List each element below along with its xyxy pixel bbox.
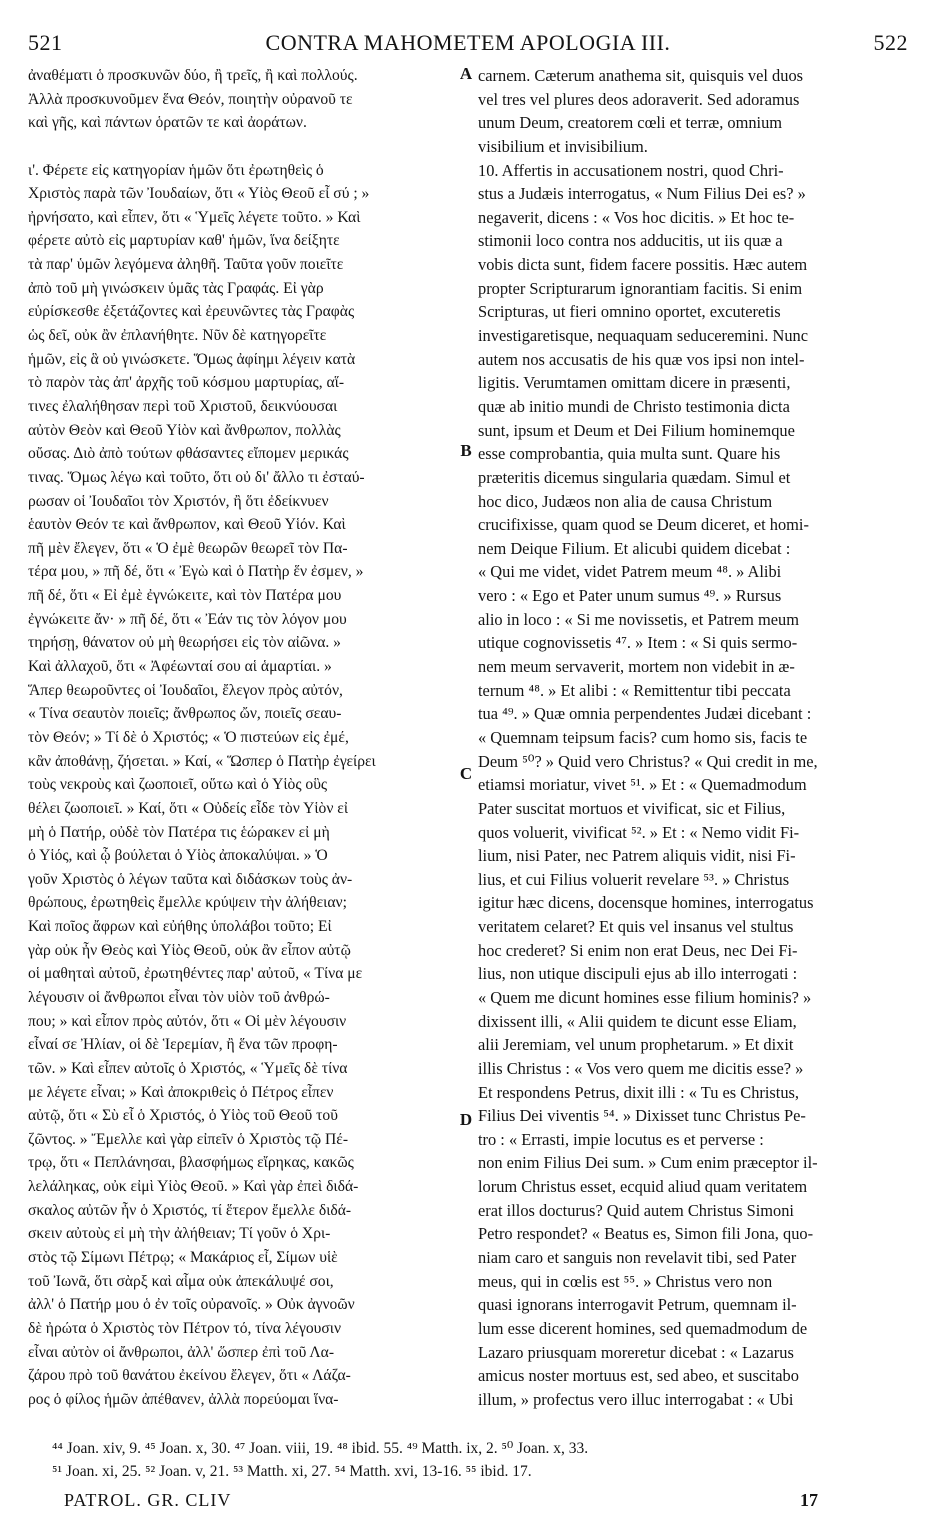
text-line: quasi ignorans interrogavit Petrum, quemnam il- — [478, 1295, 797, 1315]
text-line: τοῦ Ἰωνᾶ, ὅτι σὰρξ καὶ αἷμα οὐκ ἀπεκάλυψέ σοι, — [28, 1272, 334, 1290]
text-line: εἶναί σε Ἠλίαν, οἱ δὲ Ἱερεμίαν, ἢ ἕνα τῶν προφη- — [28, 1036, 338, 1054]
text-line: lius, non utique discipuli ejus ab illo interrogati : — [478, 964, 798, 984]
text-line: κἂν ἀποθάνῃ, ζήσεται. » Καί, « Ὥσπερ ὁ Πατὴρ ἐγείρει — [28, 752, 376, 770]
text-line: « Quemnam teipsum facis? cum homo sis, facis te — [478, 727, 808, 747]
page-number-left: 521 — [28, 30, 63, 55]
margin-marker-b: B — [460, 441, 472, 460]
text-line: γοῦν Χριστὸς ὁ λέγων ταῦτα καὶ διδάσκων τοὺς ἀν- — [28, 870, 353, 888]
text-line — [28, 135, 468, 159]
text-line: φέρετε αὐτὸ εἰς μαρτυρίαν καθ' ἡμῶν, ἵνα δείξητε — [28, 232, 340, 250]
text-line: lum esse dicerent homines, sed quemadmodum de — [478, 1318, 808, 1338]
text-line: θέλει ζωοποιεῖ. » Καί, ὅτι « Οὐδείς εἶδε τὸν Υἱὸν εἰ — [28, 799, 349, 817]
text-line: με λέγετε εἶναι; » Καὶ ἀποκριθεὶς ὁ Πέτρος εἶπεν — [28, 1083, 334, 1101]
text-line: igitur hæc dicens, docensque homines, interrogatus — [478, 893, 814, 913]
text-line: οἱ μαθηταὶ αὐτοῦ, ἐρωτηθέντες παρ' αὐτοῦ, « Τίνα με — [28, 965, 363, 983]
text-line: stus a Judæis interrogatus, « Num Filius Dei es? » — [478, 184, 806, 204]
text-line: ἠρνήσατο, καὶ εἶπεν, ὅτι « Ὑμεῖς λέγετε τοῦτο. » Καὶ — [28, 208, 361, 226]
text-line: utique cognovissetis ⁴⁷. » Item : « Si quis sermo- — [478, 633, 798, 653]
text-line: non enim Filius Dei sum. » Cum enim præceptor il- — [478, 1153, 818, 1173]
text-line: nem Deique Filium. Et alicubi quidem dicebat : — [478, 538, 791, 558]
text-line: τινας. Ὅμως λέγω καὶ τοῦτο, ὅτι οὐ δι' ἄλλο τι ἐσταύ- — [28, 468, 365, 486]
text-line: Filius Dei viventis ⁵⁴. » Dixisset tunc Christus Pe- — [478, 1106, 806, 1126]
text-line: « Quem me dicunt homines esse filium hominis? » — [478, 987, 812, 1007]
text-line: σκειν αὐτοὺς εἰ μὴ τὴν ἀλήθειαν; Τί γοῦν ὁ Χρι- — [28, 1225, 331, 1243]
text-line: erat illos docturus? Quid autem Christus Simoni — [478, 1200, 794, 1220]
text-line: sunt, ipsum et Deum et Dei Filium hominemque — [478, 420, 795, 440]
text-line: ἡμῶν, εἰς ἃ οὐ γινώσκετε. Ὅμως ἀφίημι λέγειν κατὰ — [28, 350, 356, 368]
text-line: tro : « Errasti, impie locutus es et perverse : — [478, 1129, 764, 1149]
text-line: stimonii loco contra nos adducitis, ut iis quæ a — [478, 231, 783, 251]
text-line: quæ ab initio mundi de Christo testimonia dicta — [478, 396, 790, 416]
text-line: τινες ἐλαλήθησαν περὶ τοῦ Χριστοῦ, δεικνύουσαι — [28, 397, 338, 415]
text-line: meus, qui in cœlis est ⁵⁵. » Christus vero non — [478, 1271, 773, 1291]
text-line: « Qui me videt, videt Patrem meum ⁴⁸. » Alibi — [478, 562, 782, 582]
text-line: Χριστὸς παρὰ τῶν Ἰουδαίων, ὅτι « Υἱὸς Θεοῦ εἶ σύ ; » — [28, 185, 370, 203]
text-line: τὰ παρ' ὑμῶν λεγόμενα ἀληθῆ. Ταῦτα γοῦν ποιεῖτε — [28, 256, 344, 274]
text-line: Et respondens Petrus, dixit illi : « Tu es Christus, — [478, 1082, 800, 1102]
text-line: vero : « Ego et Pater unum sumus ⁴⁹. » Rursus — [478, 586, 782, 606]
text-line: esse comprobantia, quia multa sunt. Quare his — [478, 444, 781, 464]
text-line: 10. Affertis in accusationem nostri, quod Chri- — [478, 160, 784, 180]
text-line: præteritis dicemus singularia quædam. Simul et — [478, 467, 791, 487]
text-line: αὐτὸν Θεὸν καὶ Θεοῦ Υἱὸν καὶ ἄνθρωπον, πολλὰς — [28, 421, 341, 439]
text-line: αὐτῷ, ὅτι « Σὺ εἶ ὁ Χριστός, ὁ Υἱὸς τοῦ Θεοῦ τοῦ — [28, 1107, 338, 1125]
running-header — [28, 30, 908, 64]
text-line: δὲ ἠρώτα ὁ Χριστὸς τὸν Πέτρον τό, τίνα λέγουσιν — [28, 1319, 342, 1337]
page-number-right: 522 — [873, 30, 908, 55]
printer-signature: PATROL. GR. CLIV — [64, 1490, 232, 1510]
text-line: που; » καὶ εἶπον πρὸς αὐτόν, ὅτι « Οἱ μὲν λέγουσιν — [28, 1012, 347, 1030]
text-line: Ἀλλὰ προσκυνοῦμεν ἕνα Θεόν, ποιητὴν οὐρανοῦ τε — [28, 90, 353, 108]
text-line: hoc crederet? Si enim non erat Deus, nec Dei Fi- — [478, 940, 798, 960]
text-line: πῆ μὲν ἔλεγεν, ὅτι « Ὁ ἐμὲ θεωρῶν θεωρεῖ τὸν Πα- — [28, 539, 348, 557]
text-line: ζῶντος. » Ἔμελλε καὶ γὰρ εἰπεῖν ὁ Χριστὸς τῷ Πέ- — [28, 1130, 349, 1148]
text-line: amicus noster mortuus est, sed abeo, et suscitabo — [478, 1366, 799, 1386]
text-line: Ἅπερ θεωροῦντες οἱ Ἰουδαῖοι, ἔλεγον πρὸς αὐτόν, — [28, 681, 343, 699]
footnotes — [52, 1437, 912, 1483]
sheet-number: 17 — [800, 1490, 818, 1510]
greek-column — [28, 64, 468, 1412]
text-line: visibilium et invisibilium. — [478, 136, 648, 156]
text-line: Deum ⁵⁰? » Quid vero Christus? « Qui credit in me, — [478, 751, 818, 771]
text-line: ἀλλ' ὁ Πατήρ μου ὁ ἐν τοῖς οὐρανοῖς. » Οὐκ ἀγνοῶν — [28, 1296, 355, 1314]
text-line: propter Scripturarum ignorantiam facitis. Si enim — [478, 278, 803, 298]
margin-marker-d: D — [459, 1110, 473, 1129]
text-line: « Τίνα σεαυτὸν ποιεῖς; ἄνθρωπος ὤν, ποιεῖς σεαυ- — [28, 705, 342, 723]
footnote-line: ⁵¹ Joan. xi, 25. ⁵² Joan. v, 21. ⁵³ Matth. xi, 27. ⁵⁴ Matth. xvi, 13-16. ⁵⁵ ibid. 17. — [52, 1463, 532, 1480]
text-line: μὴ ὁ Πατήρ, οὐδὲ τὸν Πατέρα τις ἑώρακεν εἰ μὴ — [28, 823, 330, 841]
text-line: στὸς τῷ Σίμωνι Πέτρῳ; « Μακάριος εἶ, Σίμων υἱὲ — [28, 1249, 338, 1267]
text-line: λέγουσιν οἱ ἄνθρωποι εἶναι τὸν υἱὸν τοῦ ἀνθρώ- — [28, 988, 330, 1006]
text-line: Petro respondet? « Beatus es, Simon fili Jona, quo- — [478, 1224, 814, 1244]
text-line: τηρήσῃ, θάνατον οὐ μὴ θεωρήσει εἰς τὸν αἰῶνα. » — [28, 634, 341, 652]
text-line: vel tres vel plures deos adoraverit. Sed adoramus — [478, 89, 800, 109]
text-line: dixissent illi, « Alii quidem te dicunt esse Eliam, — [478, 1011, 797, 1031]
latin-column — [478, 64, 896, 1412]
text-line: θρώπους, ἐρωτηθεὶς ἔμελλε κρύψειν τὴν ἀλήθειαν; — [28, 894, 347, 912]
text-line: ζάρου πρὸ τοῦ θανάτου ἐκείνου ἔλεγεν, ὅτι « Λάζα- — [28, 1367, 351, 1385]
text-line: ἀναθέματι ὁ προσκυνῶν δύο, ἢ τρεῖς, ἢ καὶ πολλούς. — [28, 67, 358, 84]
text-line: τῶν. » Καὶ εἶπεν αὐτοῖς ὁ Χριστός, « Ὑμεῖς δὲ τίνα — [28, 1059, 348, 1077]
text-line: illum, » profectus vero illuc interrogabat : « Ubi — [478, 1389, 794, 1409]
text-line: Lazaro priusquam moreretur dicebat : « Lazarus — [478, 1342, 794, 1362]
text-line: veritatem celaret? Et quis vel insanus vel stultus — [478, 917, 794, 937]
footnote-line: ⁴⁴ Joan. xiv, 9. ⁴⁵ Joan. x, 30. ⁴⁷ Joan. viii, 19. ⁴⁸ ibid. 55. ⁴⁹ Matth. ix, 2. ⁵⁰ Joan. x, 33. — [52, 1440, 589, 1457]
text-line: ternum ⁴⁸. » Et alibi : « Remittentur tibi peccata — [478, 680, 791, 700]
text-line: εὑρίσκεσθε ἐξετάζοντες καὶ ἐρευνῶντες τὰς Γραφὰς — [28, 303, 355, 321]
text-line: tua ⁴⁹. » Quæ omnia perpendentes Judæi dicebant : — [478, 704, 812, 724]
text-line: crucifixisse, quam quod se Deum diceret, et homi- — [478, 515, 809, 535]
margin-marker-c: C — [459, 764, 473, 783]
text-line: ρος ὁ φίλος ἡμῶν ἀπέθανεν, ἀλλὰ πορεύομαι ἵνα- — [28, 1390, 339, 1408]
text-line: τὸ παρὸν τὰς ἀπ' ἀρχῆς τοῦ κόσμου μαρτυρίας, αἵ- — [28, 374, 345, 392]
margin-marker-a: A — [459, 64, 473, 83]
text-line: εἶναι αὐτὸν οἱ ἄνθρωποι, ἀλλ' ὥσπερ ἐπὶ τοῦ Λα- — [28, 1343, 335, 1361]
text-line: Pater suscitat mortuos et vivificat, sic et Filius, — [478, 798, 786, 818]
text-line: lium, nisi Pater, nec Patrem aliquis vidit, nisi Fi- — [478, 846, 796, 866]
text-line: ι'. Φέρετε εἰς κατηγορίαν ἡμῶν ὅτι ἐρωτηθεὶς ὁ — [28, 161, 324, 179]
text-line: lorum Christus esset, ecquid aliud quam veritatem — [478, 1177, 808, 1197]
text-line: alio in loco : « Si me novissetis, et Patrem meum — [478, 609, 799, 629]
text-line: πῆ δέ, ὅτι « Εἰ ἐμὲ ἐγνώκειτε, καὶ τὸν Πατέρα μου — [28, 587, 342, 605]
text-line: τρῳ, ὅτι « Πεπλάνησαι, βλασφήμως εἴρηκας, κακῶς — [28, 1154, 354, 1172]
text-line: ὁ Υἱός, καὶ ᾧ βούλεται ὁ Υἱὸς ἀποκαλύψαι. » Ὁ — [28, 847, 328, 865]
text-line: Καὶ ἀλλαχοῦ, ὅτι « Ἀφέωνταί σου αἱ ἁμαρτίαι. » — [28, 658, 332, 676]
running-title: CONTRA MAHOMETEM APOLOGIA III. — [265, 30, 671, 55]
text-line: negaverit, dicens : « Vos hoc dicitis. » Et hoc te- — [478, 207, 795, 227]
text-line: τὸν Θεόν; » Τί δὲ ὁ Χριστός; « Ὁ πιστεύων εἰς ἐμέ, — [28, 728, 349, 746]
text-line: τέρα μου, » πῆ δέ, ὅτι « Ἐγὼ καὶ ὁ Πατὴρ ἕν ἐσμεν, » — [28, 563, 364, 581]
text-line: γὰρ οὐκ ἦν Θεὸς καὶ Υἱὸς Θεοῦ, οὐκ ἂν εἶπον αὐτῷ — [28, 941, 351, 959]
text-line: alii Jeremiam, vel unum prophetarum. » Et dixit — [478, 1035, 794, 1055]
text-line: ἑαυτὸν Θεόν τε καὶ ἄνθρωπον, καὶ Θεοῦ Υἱόν. Καὶ — [28, 516, 346, 534]
text-line: ἀπὸ τοῦ μὴ γινώσκειν ὑμᾶς τὰς Γραφάς. Εἰ γὰρ — [28, 279, 324, 297]
text-line: οὔσας. Διὸ ἀπὸ τούτων φθάσαντες εἴπομεν μερικάς — [28, 445, 349, 463]
text-line: σκαλος αὐτῶν ἦν ὁ Χριστός, τί ἕτερον ἔμελλε διδά- — [28, 1201, 352, 1219]
text-line: ligitis. Verumtamen omittam dicere in præsenti, — [478, 373, 791, 393]
text-line: Scripturas, ut fieri omnino oportet, excuteretis — [478, 302, 781, 322]
text-line: nem meum servaverit, mortem non videbit in æ- — [478, 657, 795, 677]
text-line: autem nos accusatis de his quæ vos ipsi non intel- — [478, 349, 805, 369]
text-line: etiamsi moriatur, vivet ⁵¹. » Et : « Quemadmodum — [478, 775, 807, 795]
text-line: niam caro et sanguis non revelavit tibi, sed Pater — [478, 1248, 797, 1268]
text-line: καὶ γῆς, καὶ πάντων ὁρατῶν τε καὶ ἀοράτων. — [28, 114, 307, 132]
text-line: ἐγνώκειτε ἄν· » πῆ δέ, ὅτι « Ἐάν τις τὸν λόγον μου — [28, 610, 347, 628]
text-line: vobis dicta sunt, fidem facere possitis. Hæc autem — [478, 255, 808, 275]
text-line: illis Christus : « Vos vero quem me dicitis esse? » — [478, 1058, 804, 1078]
text-line: hoc dico, Judæos non alia de causa Christum — [478, 491, 773, 511]
text-line: unum Deum, creatorem cœli et terræ, omnium — [478, 113, 783, 133]
text-line: investigaretisque, nequaquam seduceremini. Nunc — [478, 326, 808, 346]
text-line: Καὶ ποῖος ἄφρων καὶ εὐήθης ὑπολάβοι τοῦτο; Εἰ — [28, 918, 332, 936]
text-line: lius, et cui Filius voluerit revelare ⁵³. » Christus — [478, 869, 790, 889]
text-line: ὡς δεῖ, οὐκ ἂν ἐπλανήθητε. Νῦν δὲ κατηγορεῖτε — [28, 327, 327, 345]
text-line: ρωσαν οἱ Ἰουδαῖοι τὸν Χριστόν, ἢ ὅτι ἐδείκνυεν — [28, 492, 329, 510]
text-line: λελάληκας, οὐκ εἰμὶ Υἱὸς Θεοῦ. » Καὶ γὰρ ἐπεὶ διδά- — [28, 1178, 359, 1196]
text-line: τοὺς νεκροὺς καὶ ζωοποιεῖ, οὕτω καὶ ὁ Υἱὸς οὓς — [28, 776, 328, 794]
text-line: carnem. Cæterum anathema sit, quisquis vel duos — [478, 66, 804, 85]
text-line: quos voluerit, vivificat ⁵². » Et : « Nemo vidit Fi- — [478, 822, 800, 842]
